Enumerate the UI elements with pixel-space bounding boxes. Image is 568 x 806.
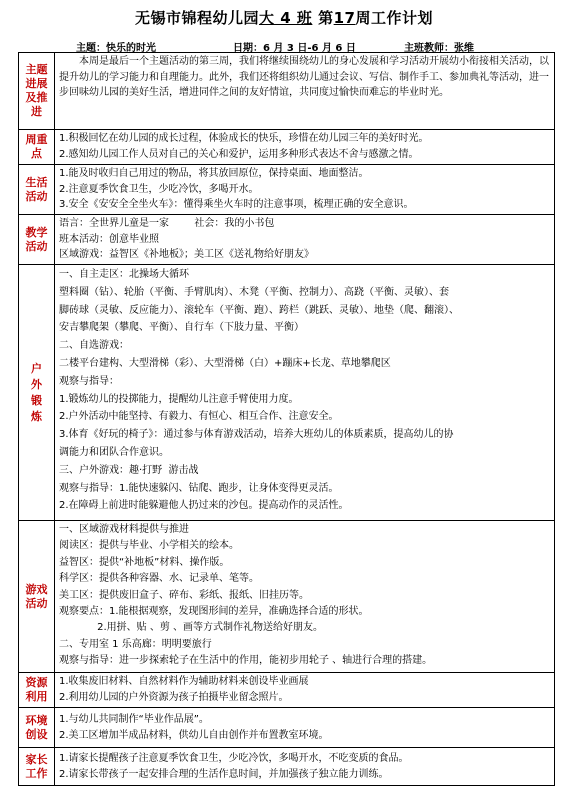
row-parent-work bbox=[19, 748, 555, 786]
text-line: 2.户外活动中能坚持、有毅力、有恒心、相互合作、注意安全。 bbox=[59, 411, 339, 423]
label-part: 活动 bbox=[25, 596, 48, 610]
text-line: 2.在障碍上前进时能躲避他人扔过来的沙包。提高动作的灵活性。 bbox=[59, 500, 349, 512]
label-part: 外 bbox=[31, 377, 42, 391]
date-label: 日期： bbox=[233, 43, 263, 54]
text-line: 三、户外游戏：趣·打野 游击战 bbox=[59, 464, 199, 476]
row-week-focus bbox=[19, 130, 555, 165]
text-line: 观察与指导：1.能快速躲闪、钻爬、跑步，让身体变得更灵活。 bbox=[59, 482, 339, 494]
text-line: 1.锻炼幼儿的投掷能力，提醒幼儿注意手臂使用力度。 bbox=[59, 393, 299, 405]
title-week-prefix: 第 bbox=[318, 9, 334, 27]
text-line: 阅读区：提供与毕业、小学相关的绘本。 bbox=[59, 540, 239, 552]
title-week-number: 17 bbox=[333, 9, 356, 27]
text-line: 2.利用幼儿园的户外资源为孩子拍摄毕业留念照片。 bbox=[59, 691, 289, 703]
label-part: 家长 bbox=[25, 752, 48, 766]
row-label bbox=[19, 673, 55, 708]
label-part: 环境 bbox=[25, 713, 48, 727]
row-resource-use bbox=[19, 673, 555, 708]
label-part: 资源 bbox=[25, 676, 48, 689]
row-content bbox=[55, 708, 555, 748]
label-part: 进展 bbox=[25, 77, 48, 90]
date-value: 6 月 3 日-6 月 6 日 bbox=[263, 43, 356, 54]
label-part: 活动 bbox=[25, 239, 48, 253]
row-label bbox=[19, 265, 55, 521]
text-line: 班本活动：创意毕业照 bbox=[59, 233, 159, 245]
row-label bbox=[19, 130, 55, 165]
text-line: 2.美工区增加半成品材料，供幼儿自由创作并布置教室环境。 bbox=[59, 729, 329, 741]
row-label bbox=[19, 521, 55, 673]
text-line: 1.请家长提醒孩子注意夏季饮食卫生，少吃冷饮，多喝开水，不吃变质的食品。 bbox=[59, 753, 409, 764]
text-line: 1.收集废旧材料、自然材料作为辅助材料来创设毕业画展 bbox=[59, 676, 309, 687]
theme-value: 快乐的时光 bbox=[106, 43, 156, 54]
text-line: 2.注意夏季饮食卫生，少吃冷饮，多喝开水。 bbox=[59, 183, 259, 195]
label-part: 主题 bbox=[25, 63, 48, 76]
row-content bbox=[55, 165, 555, 215]
row-label bbox=[19, 215, 55, 265]
row-game-activity bbox=[19, 521, 555, 673]
label-part: 工作 bbox=[25, 766, 48, 780]
row-content bbox=[55, 265, 555, 521]
label-part: 游戏 bbox=[25, 582, 48, 596]
text-line: 科学区：提供各种容器、水、记录单、笔等。 bbox=[59, 573, 259, 585]
title-class: 大 4 班 bbox=[258, 9, 313, 27]
text-line: 观察与指导： bbox=[59, 375, 119, 387]
text-line: 调能力和团队合作意识。 bbox=[59, 446, 169, 458]
row-life-activity bbox=[19, 165, 555, 215]
text-line: 安吉攀爬架（攀爬、平衡）、自行车（下肢力量、平衡） bbox=[59, 322, 304, 334]
label-part: 活动 bbox=[25, 189, 48, 203]
row-environment bbox=[19, 708, 555, 748]
text-line: 1.与幼儿共同制作“毕业作品展”。 bbox=[59, 714, 209, 725]
text-line: 观察与指导：进一步探索轮子在生活中的作用，能初步用轮子 、轴进行合理的搭建。 bbox=[59, 655, 433, 667]
row-content bbox=[55, 53, 555, 130]
theme-text: 本周是最后一个主题活动的第三周，我们将继续围绕幼儿的身心发展和学习活动开展幼小衔接相关活动，以提升幼儿的学习能力和自理能力。此外，我们还将组织幼儿通过会议、写信、制作手工、参加典礼等活动，进一步回味幼儿园的美好生活，增进同伴之间的友好情谊，共同度过愉快而难忘的毕业时光。 bbox=[59, 56, 549, 98]
row-outdoor-exercise bbox=[19, 265, 555, 521]
row-label bbox=[19, 748, 55, 786]
text-line: 一、区域游戏材料提供与推进 bbox=[59, 524, 189, 535]
text-line: 语言：全世界儿童是一家 社会：我的小书包 bbox=[59, 218, 275, 229]
row-label bbox=[19, 53, 55, 130]
plan-table bbox=[18, 52, 555, 786]
label-part: 进 bbox=[31, 105, 42, 118]
label-part: 生活 bbox=[25, 175, 48, 189]
text-line: 3.体育《好玩的椅子》：通过参与体育游戏活动，培养大班幼儿的体质素质，提高幼儿的协 bbox=[59, 429, 454, 441]
text-line: 2.请家长带孩子一起安排合理的生活作息时间，并加强孩子独立能力训练。 bbox=[59, 768, 389, 780]
text-line: 美工区：提供废旧盒子、碎布、彩纸、报纸、旧挂历等。 bbox=[59, 589, 309, 601]
label-part: 及推 bbox=[25, 91, 48, 104]
label-part: 户 bbox=[31, 361, 42, 375]
text-line: 2.用拼、贴 、剪 、画等方式制作礼物送给好朋友。 bbox=[59, 622, 324, 634]
title-kindergarten: 无锡市锦程幼儿园 bbox=[134, 9, 259, 27]
row-content bbox=[55, 130, 555, 165]
teacher-value: 张维 bbox=[454, 43, 474, 54]
text-line: 一、自主走区：北操场大循环 bbox=[59, 269, 189, 280]
row-label bbox=[19, 165, 55, 215]
label-part: 点 bbox=[31, 147, 42, 160]
page-title bbox=[0, 7, 568, 28]
row-theme-progress bbox=[19, 53, 555, 130]
text-line: 2.感知幼儿园工作人员对自己的关心和爱护，运用多种形式表达不舍与感激之情。 bbox=[59, 148, 419, 160]
text-line: 1.能及时收归自己用过的物品，将其放回原位，保持桌面、地面整洁。 bbox=[59, 168, 369, 179]
row-content bbox=[55, 215, 555, 265]
text-line: 观察要点：1.能根据观察，发现图形间的差异，准确选择合适的形状。 bbox=[59, 606, 369, 618]
text-line: 1.积极回忆在幼儿园的成长过程，体验成长的快乐，珍惜在幼儿园三年的美好时光。 bbox=[59, 133, 429, 144]
label-part: 教学 bbox=[25, 225, 48, 239]
text-line: 塑料圈（钻）、轮胎（平衡、手臂肌肉）、木凳（平衡、控制力）、高跷（平衡、灵敏）、套 bbox=[59, 286, 449, 298]
title-week-suffix: 周工作计划 bbox=[355, 9, 434, 27]
text-line: 益智区：提供“补地板”材料、操作版。 bbox=[59, 556, 230, 568]
text-line: 二楼平台建构、大型滑梯（彩）、大型滑梯（白）+蹦床+长龙、草地攀爬区 bbox=[59, 357, 391, 369]
label-part: 创设 bbox=[25, 727, 48, 741]
text-line: 3.安全《安安全全坐火车》：懂得乘坐火车时的注意事项，梳理正确的安全意识。 bbox=[59, 199, 414, 210]
label-part: 周重 bbox=[25, 133, 48, 146]
label-part: 利用 bbox=[25, 690, 48, 703]
row-label bbox=[19, 708, 55, 748]
row-content bbox=[55, 748, 555, 786]
text-line: 二、专用室 1 乐高廊：明明要旅行 bbox=[59, 638, 212, 650]
text-line: 脚砖球（灵敏、反应能力）、滚轮车（平衡、跑）、跨栏（跳跃、灵敏）、地垫（爬、翻滚）、 bbox=[59, 304, 459, 316]
row-teaching-activity bbox=[19, 215, 555, 265]
teacher-label: 主班教师： bbox=[404, 43, 454, 54]
theme-label: 主题： bbox=[76, 43, 106, 54]
label-part: 锻 bbox=[31, 393, 42, 407]
row-content bbox=[55, 521, 555, 673]
text-line: 区域游戏：益智区《补地板》；美工区《送礼物给好朋友》 bbox=[59, 249, 314, 260]
label-part: 炼 bbox=[31, 409, 42, 423]
row-content bbox=[55, 673, 555, 708]
text-line: 二、自选游戏： bbox=[59, 340, 129, 352]
